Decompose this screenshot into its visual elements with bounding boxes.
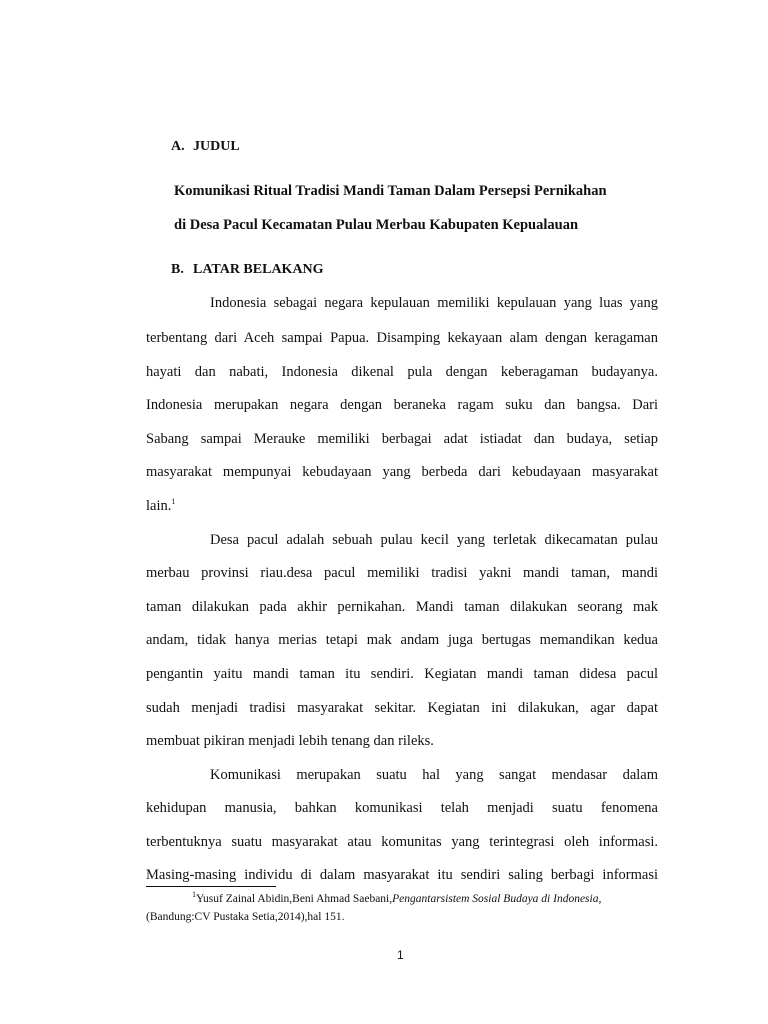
footnote-book-title: Pengantarsistem Sosial Budaya di Indonesia, (392, 893, 602, 905)
footnote-line-2: (Bandung:CV Pustaka Setia,2014),hal 151. (146, 911, 345, 923)
paragraph-2-line: pengantin yaitu mandi taman itu sendiri. Kegiatan mandi taman didesa pacul (146, 666, 658, 682)
paragraph-2-line: andam, tidak hanya merias tetapi mak andam juga bertugas memandikan kedua (146, 632, 658, 648)
paragraph-3-line: Masing-masing individu di dalam masyarakat itu sendiri saling berbagi informasi (146, 867, 658, 883)
footnote-reference: 1 (171, 497, 176, 507)
section-b-heading (171, 262, 324, 278)
paragraph-2-line: taman dilakukan pada akhir pernikahan. Mandi taman dilakukan seorang mak (146, 599, 658, 615)
section-a-number: A. (171, 139, 185, 154)
paragraph-1-line: Sabang sampai Merauke memiliki berbagai adat istiadat dan budaya, setiap (146, 431, 658, 447)
paragraph-2-line: Desa pacul adalah sebuah pulau kecil yang terletak dikecamatan pulau (210, 532, 658, 548)
paragraph-3-line: Komunikasi merupakan suatu hal yang sangat mendasar dalam (210, 767, 658, 783)
research-title-line-1: Komunikasi Ritual Tradisi Mandi Taman Dalam Persepsi Pernikahan (174, 183, 607, 199)
section-a-heading (171, 139, 240, 155)
footnote-marker: 1 (192, 890, 196, 900)
footnote-line-1 (192, 890, 602, 905)
paragraph-1-line: terbentang dari Aceh sampai Papua. Disamping kekayaan alam dengan keragaman (146, 330, 658, 346)
section-b-number: B. (171, 262, 184, 277)
paragraph-2-line: sudah menjadi tradisi masyarakat sekitar. Kegiatan ini dilakukan, agar dapat (146, 700, 658, 716)
footnote-separator (146, 886, 276, 887)
paragraph-2-line: merbau provinsi riau.desa pacul memiliki tradisi yakni mandi taman, mandi (146, 565, 658, 581)
section-a-title: JUDUL (193, 139, 240, 154)
paragraph-1-line: Indonesia merupakan negara dengan beraneka ragam suku dan bangsa. Dari (146, 397, 658, 413)
paragraph-1-last-text: lain. (146, 498, 172, 514)
page-number: 1 (397, 948, 404, 962)
paragraph-3-line: terbentuknya suatu masyarakat atau komunitas yang terintegrasi oleh informasi. (146, 834, 658, 850)
footnote-authors: Yusuf Zainal Abidin,Beni Ahmad Saebani, (196, 893, 393, 905)
paragraph-1-last-line (146, 498, 658, 515)
paragraph-2-last-line: membuat pikiran menjadi lebih tenang dan rileks. (146, 733, 434, 749)
paragraph-1-line: Indonesia sebagai negara kepulauan memiliki kepulauan yang luas yang (210, 295, 658, 311)
section-b-title: LATAR BELAKANG (193, 262, 324, 277)
paragraph-1-line: masyarakat mempunyai kebudayaan yang berbeda dari kebudayaan masyarakat (146, 464, 658, 480)
research-title-line-2: di Desa Pacul Kecamatan Pulau Merbau Kabupaten Kepualauan (174, 217, 579, 233)
paragraph-3-line: kehidupan manusia, bahkan komunikasi telah menjadi suatu fenomena (146, 800, 658, 816)
paragraph-1-line: hayati dan nabati, Indonesia dikenal pula dengan keberagaman budayanya. (146, 364, 658, 380)
